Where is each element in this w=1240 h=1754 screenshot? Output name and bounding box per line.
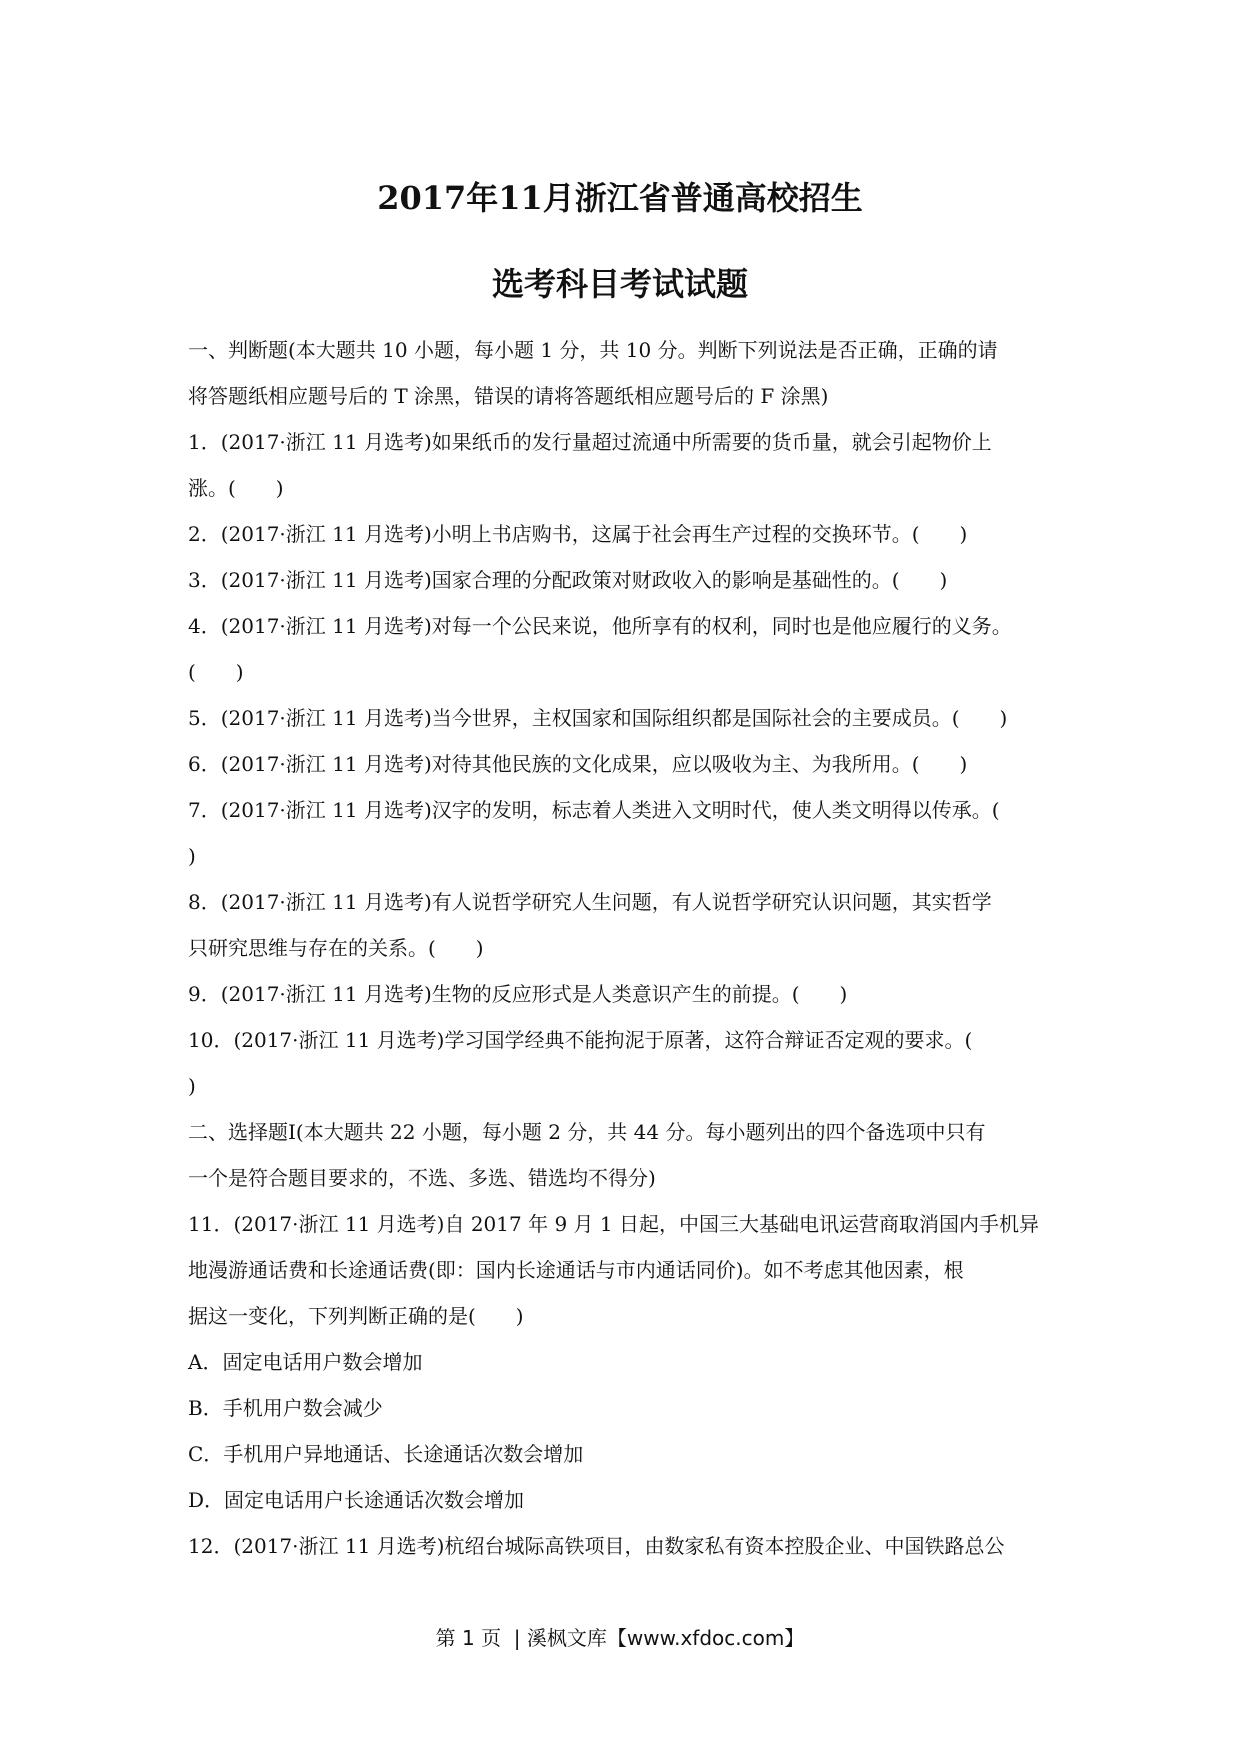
question-6: 6．(2017·浙江 11 月选考)对待其他民族的文化成果，应以吸收为主、为我所用。( )	[188, 752, 968, 776]
question-8-cont: 只研究思维与存在的关系。( )	[188, 936, 484, 960]
question-3: 3．(2017·浙江 11 月选考)国家合理的分配政策对财政收入的影响是基础性的。( )	[188, 568, 948, 592]
question-7: 7．(2017·浙江 11 月选考)汉字的发明，标志着人类进入文明时代，使人类文明得以传承。(	[188, 798, 1000, 822]
question-11-option-d: D．固定电话用户长途通话次数会增加	[188, 1488, 525, 1512]
question-5: 5．(2017·浙江 11 月选考)当今世界，主权国家和国际组织都是国际社会的主要成员。( )	[188, 706, 1008, 730]
document-title-line-2: 选考科目考试试题	[491, 265, 748, 303]
section-2-heading: 二、选择题Ⅰ(本大题共 22 小题，每小题 2 分，共 44 分。每小题列出的四个备选项中只有	[188, 1120, 986, 1144]
document-body	[188, 327, 1068, 1569]
section-2-heading-cont: 一个是符合题目要求的，不选、多选、错选均不得分)	[188, 1166, 656, 1190]
section-1-heading: 一、判断题(本大题共 10 小题，每小题 1 分，共 10 分。判断下列说法是否正确，正确的请	[188, 338, 998, 362]
question-11-cont-1: 地漫游通话费和长途通话费(即：国内长途通话与市内通话同价)。如不考虑其他因素，根	[188, 1258, 964, 1282]
question-10-cont: )	[188, 1074, 196, 1098]
question-7-cont: )	[188, 844, 196, 868]
question-12: 12．(2017·浙江 11 月选考)杭绍台城际高铁项目，由数家私有资本控股企业、中国铁路总公	[188, 1534, 1005, 1558]
question-11-cont-2: 据这一变化，下列判断正确的是( )	[188, 1304, 524, 1328]
question-11-option-a: A．固定电话用户数会增加	[188, 1350, 423, 1374]
question-1-cont: 涨。( )	[188, 476, 284, 500]
question-11: 11．(2017·浙江 11 月选考)自 2017 年 9 月 1 日起，中国三大基础电讯运营商取消国内手机异	[188, 1212, 1039, 1236]
question-9: 9．(2017·浙江 11 月选考)生物的反应形式是人类意识产生的前提。( )	[188, 982, 848, 1006]
question-10: 10．(2017·浙江 11 月选考)学习国学经典不能拘泥于原著，这符合辩证否定观的要求。(	[188, 1028, 973, 1052]
question-8: 8．(2017·浙江 11 月选考)有人说哲学研究人生问题，有人说哲学研究认识问题，其实哲学	[188, 890, 992, 914]
question-1: 1．(2017·浙江 11 月选考)如果纸币的发行量超过流通中所需要的货币量，就会引起物价上	[188, 430, 992, 454]
question-4: 4．(2017·浙江 11 月选考)对每一个公民来说，他所享有的权利，同时也是他应履行的义务。	[188, 614, 1012, 638]
page-footer: 第 1 页 | 溪枫文库【www.xfdoc.com】	[435, 1626, 805, 1650]
question-4-cont: ( )	[188, 660, 244, 684]
question-11-option-b: B．手机用户数会减少	[188, 1396, 383, 1420]
question-2: 2．(2017·浙江 11 月选考)小明上书店购书，这属于社会再生产过程的交换环节。( )	[188, 522, 968, 546]
question-11-option-c: C．手机用户异地通话、长途通话次数会增加	[188, 1442, 584, 1466]
document-title-line-1: 2017年11月浙江省普通高校招生	[377, 179, 863, 217]
section-1-heading-cont: 将答题纸相应题号后的 T 涂黑，错误的请将答题纸相应题号后的 F 涂黑)	[188, 384, 829, 408]
